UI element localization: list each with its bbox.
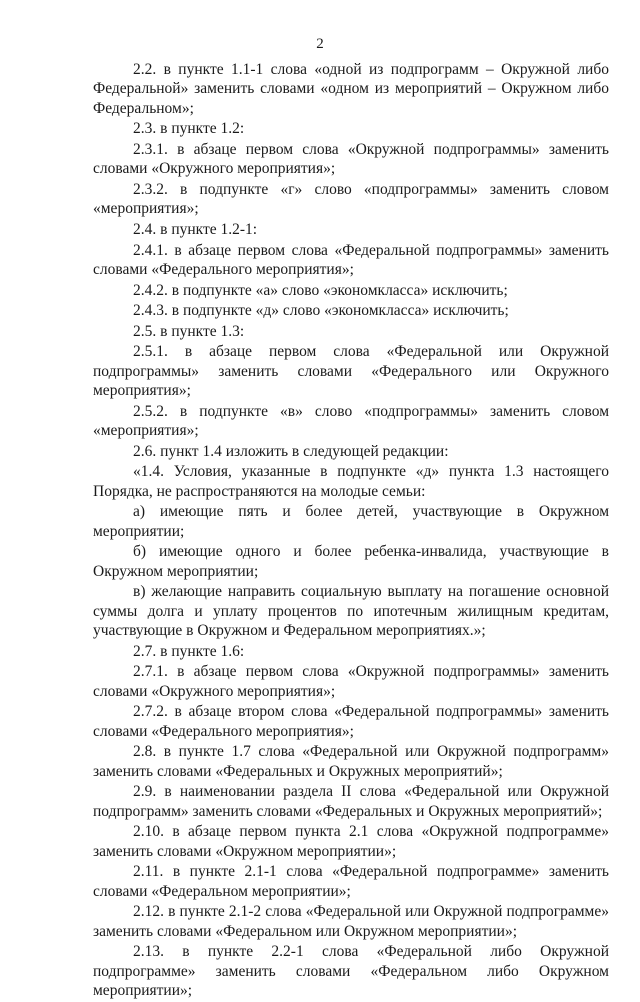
paragraph: 2.4.3. в подпункте «д» слово «экономкласса» исключить; [133,302,509,320]
paragraph: 2.7. в пункте 1.6: [133,642,245,660]
document-body [93,60,609,1002]
paragraph: 2.10. в абзаце первом пункта 2.1 слова «Окружной подпрограмме» заменить словами «Окружном мероприятии»; [93,823,609,860]
paragraph: 2.9. в наименовании раздела II слова «Федеральной или Окружной подпрограмм» заменить словами «Федеральных и Окружных мероприятий»; [93,783,609,820]
paragraph: 2.12. в пункте 2.1-2 слова «Федеральной или Окружной подпрограмме» заменить словами «Федеральном или Окружном мероприятии»; [93,903,609,940]
paragraph: 2.4.2. в подпункте «а» слово «экономкласса» исключить; [133,281,508,299]
paragraph: 2.6. пункт 1.4 изложить в следующей редакции: [133,442,449,460]
paragraph: 2.7.2. в абзаце втором слова «Федеральной подпрограммы» заменить словами «Федерального мероприятия»; [93,703,609,740]
paragraph: 2.8. в пункте 1.7 слова «Федеральной или Окружной подпрограмм» заменить словами «Федеральных и Окружных мероприятий»; [93,743,609,780]
paragraph: 2.5.2. в подпункте «в» слово «подпрограммы» заменить словом «мероприятия»; [93,402,609,440]
page-number: 2 [316,36,324,52]
paragraph: 2.3.1. в абзаце первом слова «Окружной подпрограммы» заменить словами «Окружного мероприятия»; [93,141,609,178]
paragraph: 2.4.1. в абзаце первом слова «Федеральной подпрограммы» заменить словами «Федерального мероприятия»; [93,241,609,278]
paragraph: а) имеющие пять и более детей, участвующие в Окружном мероприятии; [93,503,609,540]
paragraph: «1.4. Условия, указанные в подпункте «д» пункта 1.3 настоящего Порядка, не распространяются на молодые семьи: [93,463,609,500]
paragraph: 2.5.1. в абзаце первом слова «Федеральной или Окружной подпрограммы» заменить словами «Федерального или Окружного мероприятия»; [93,343,609,400]
paragraph: 2.3. в пункте 1.2: [133,120,245,138]
paragraph: 2.5. в пункте 1.3: [133,322,245,340]
paragraph: 2.11. в пункте 2.1-1 слова «Федеральной подпрограмме» заменить словами «Федеральном мероприятии»; [93,863,609,900]
paragraph: 2.7.1. в абзаце первом слова «Окружной подпрограммы» заменить словами «Окружного мероприятия»; [93,663,609,700]
paragraph: 2.2. в пункте 1.1-1 слова «одной из подпрограмм – Окружной либо Федеральной» заменить словами «одном из мероприятий – Окружном либо Федеральном»; [93,61,609,117]
paragraph: 2.3.2. в подпункте «г» слово «подпрограммы» заменить словом «мероприятия»; [93,181,609,218]
paragraph: б) имеющие одного и более ребенка-инвалида, участвующие в Окружном мероприятии; [93,543,609,580]
paragraph: 2.13. в пункте 2.2-1 слова «Федеральной либо Окружной подпрограмме» заменить словами «Федеральном либо Окружном мероприятии»; [93,943,609,1000]
paragraph: в) желающие направить социальную выплату на погашение основной суммы долга и уплату процентов по ипотечным жилищным кредитам, участвующие в Окружном и Федеральном мероприятиях.»; [93,583,609,640]
paragraph: 2.4. в пункте 1.2-1: [133,221,258,238]
